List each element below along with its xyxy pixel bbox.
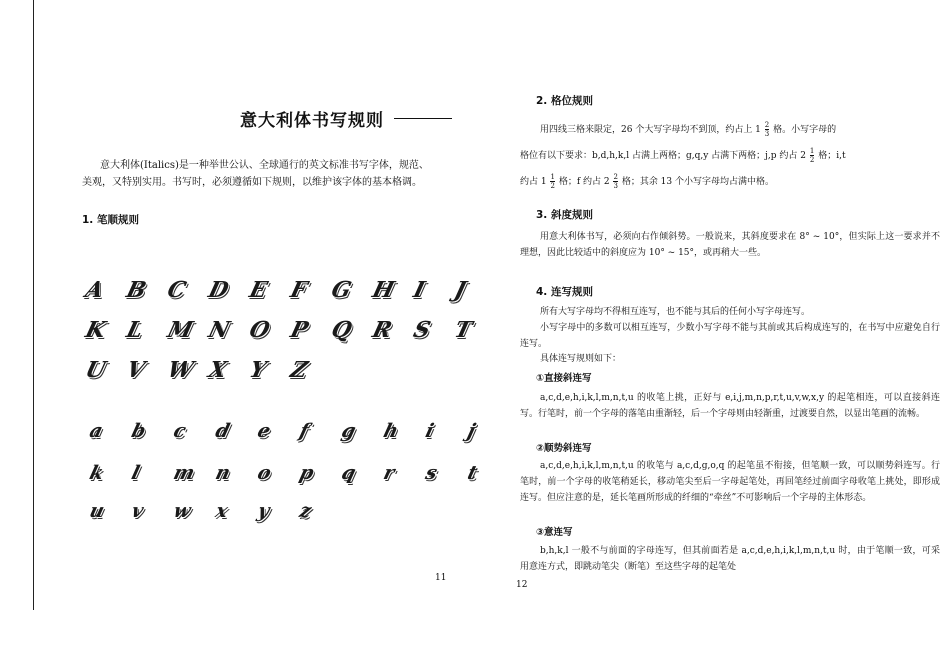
fraction-denominator: 3	[764, 130, 770, 138]
capital-letter: H	[369, 277, 398, 303]
capital-letter: T	[451, 317, 475, 343]
page-number-left: 11	[435, 573, 447, 583]
intro-line-2: 美观，又特别实用。书写时，必须遵循如下规则，以维护该字体的基本格调。	[82, 177, 422, 188]
fraction-denominator: 3	[613, 182, 618, 190]
lowercase-letter: b	[129, 420, 149, 442]
lowercase-letter: h	[381, 420, 401, 442]
lowercase-letter: w	[171, 500, 194, 522]
capital-letter: C	[164, 277, 189, 303]
capital-letter: W	[164, 357, 196, 383]
fraction	[613, 173, 617, 190]
section-joining: 4. 连写规则	[536, 286, 593, 298]
lowercase-row-2	[87, 462, 510, 484]
lowercase-letter: r	[381, 462, 397, 484]
capital-letter: M	[164, 317, 196, 343]
lowercase-letter: k	[87, 462, 106, 484]
capital-letter: N	[205, 317, 233, 343]
section-grid-position: 2. 格位规则	[536, 95, 593, 107]
section-stroke-order: 1. 笔顺规则	[82, 214, 139, 226]
capital-letter: P	[287, 317, 311, 343]
lowercase-letter: f	[297, 420, 311, 442]
capital-letter: A	[82, 277, 107, 303]
lowercase-letter: y	[255, 500, 272, 522]
fraction-denominator: 2	[809, 156, 815, 164]
lowercase-letter: g	[339, 420, 359, 442]
lowercase-letter: x	[213, 500, 231, 522]
implied-join-text: b,h,k,l 一般不与前面的字母连写，但其前面若是 a,c,d,e,h,i,k,l,m,n,t,u 时，由于笔顺一致，可采用意连方式，即跳动笔尖（断笔）至这些字母的起笔处	[520, 546, 940, 572]
capital-letter: F	[287, 277, 310, 303]
flow-join-text: a,c,d,e,h,i,k,l,m,n,t,u 的收笔与 a,c,d,g,o,q 的起笔虽不衔接，但笔顺一致，可以顺势斜连写。行笔时，前一个字母的收笔稍延长，移动笔尖至后一字母起笔处，再回笔经过前面字母收笔上挑处，即形成连写。但应注意的是，延长笔画所形成的纤细的“牵丝”不可影响后一个字母的主体形态。	[520, 461, 940, 503]
fraction-numerator: 1	[550, 173, 555, 181]
capital-letter: O	[246, 317, 273, 343]
right-page	[494, 0, 950, 672]
direct-join-text: a,c,d,e,h,i,k,l,m,n,t,u 的收笔上挑，正好与 e,i,j,m,n,p,r,t,u,v,w,x,y 的起笔相连，可以直接斜连写。行笔时，前一个字母的落笔由重渐轻，后一个字母则由轻渐重，过渡要自然，以显出笔画的流畅。	[520, 393, 940, 419]
lowercase-letter: o	[255, 462, 274, 484]
grid-rule-text: 格；f 约占 2	[558, 177, 610, 187]
capital-letter: D	[205, 277, 232, 303]
lowercase-letter: e	[255, 420, 273, 442]
capital-letter: Q	[328, 317, 355, 343]
capital-letter: X	[205, 357, 230, 383]
fraction	[810, 147, 814, 164]
grid-rule-text: 格位有以下要求：b,d,h,k,l 占满上两格；g,q,y 占满下两格；j,p 约占 2	[520, 151, 807, 161]
grid-rule-text: 格；其余 13 个小写字母均占满中格。	[621, 177, 774, 187]
joining-para-1: 所有大写字母均不得相互连写，也不能与其后的任何小写字母连写。	[540, 307, 811, 317]
lowercase-letter: s	[423, 462, 440, 484]
grid-rule-text: 约占 1	[520, 177, 547, 187]
fraction-numerator: 2	[764, 121, 770, 129]
title-block	[240, 106, 452, 131]
lowercase-letter: i	[423, 420, 436, 442]
capital-letter: G	[328, 277, 355, 303]
lowercase-letter: v	[129, 500, 146, 522]
slant-rule-text: 用意大利体书写，必须向右作倾斜势。一般说来，其斜度要求在 8° ~ 10°，但实际上这一要求并不理想，因此比较适中的斜度应为 10° ~ 15°，或再稍大一些。	[520, 232, 940, 258]
grid-rule-line-1	[540, 121, 940, 138]
grid-rule-text: 用四线三格来限定，26 个大写字母均不到顶，约占上 1	[540, 125, 761, 135]
lowercase-letter: a	[87, 420, 106, 442]
capital-letter: Z	[287, 357, 311, 383]
subsection-direct-join: ①直接斜连写	[536, 373, 592, 384]
page-number-right: 12	[516, 580, 528, 590]
lowercase-letter: l	[129, 462, 142, 484]
capital-letter: K	[82, 317, 109, 343]
fraction-numerator: 1	[809, 147, 815, 155]
lowercase-row-3	[87, 500, 342, 522]
lowercase-letter: c	[171, 420, 189, 442]
capital-letter: E	[246, 277, 271, 303]
left-page	[34, 0, 494, 672]
lowercase-row-1	[87, 420, 510, 442]
capital-row-3	[82, 357, 332, 383]
lowercase-letter: n	[213, 462, 233, 484]
capital-letter: L	[123, 317, 146, 343]
intro-line-1: 意大利体(Italics)是一种举世公认、全球通行的英文标准书写字体，规范、	[100, 160, 429, 171]
subsection-implied-join: ③意连写	[536, 527, 573, 538]
fraction-denominator: 2	[550, 182, 555, 190]
capital-row-1	[82, 277, 496, 303]
grid-rule-text: 格；i,t	[818, 151, 846, 161]
page-title: 意大利体书写规则	[240, 111, 384, 131]
title-rule	[394, 118, 452, 119]
grid-rule-line-2	[520, 147, 940, 164]
lowercase-letter: j	[465, 420, 478, 442]
fraction	[765, 121, 769, 138]
grid-rule-text: 格。小写字母的	[773, 125, 837, 135]
lowercase-letter: d	[213, 420, 233, 442]
fraction-numerator: 2	[613, 173, 618, 181]
capital-letter: S	[410, 317, 434, 343]
grid-rule-line-3	[520, 173, 940, 190]
joining-para-3: 具体连写规则如下：	[540, 354, 622, 364]
capital-letter: Y	[246, 357, 269, 383]
capital-letter: U	[82, 357, 109, 383]
capital-row-2	[82, 317, 496, 343]
fraction	[550, 173, 554, 190]
capital-letter: V	[123, 357, 148, 383]
lowercase-letter: z	[297, 500, 314, 522]
capital-letter: J	[451, 277, 469, 303]
lowercase-letter: p	[297, 462, 317, 484]
joining-para-2: 小写字母中的多数可以相互连写，少数小写字母不能与其前或其后构成连写的，在书写中应避免自行连写。	[520, 323, 940, 349]
lowercase-letter: u	[87, 500, 107, 522]
lowercase-letter: m	[171, 462, 197, 484]
capital-letter: R	[369, 317, 395, 343]
capital-letter: B	[123, 277, 149, 303]
lowercase-letter: q	[339, 462, 359, 484]
subsection-flow-join: ②顺势斜连写	[536, 443, 592, 454]
capital-letter: I	[410, 277, 428, 303]
section-slant: 3. 斜度规则	[536, 209, 593, 221]
lowercase-letter: t	[465, 462, 480, 484]
